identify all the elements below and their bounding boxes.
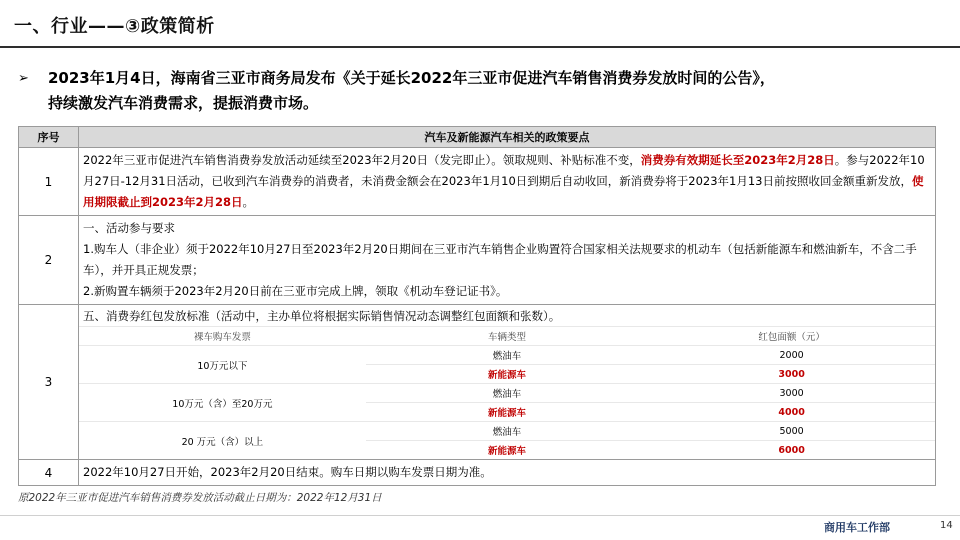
row-content: 2022年10月27日开始，2023年2月20日结束。购车日期以购车发票日期为准。 (79, 460, 936, 486)
table-row (79, 346, 935, 365)
row1-highlight-validity: 消费券有效期延长至2023年2月28日 (640, 153, 835, 167)
summary-line-1: 2023年1月4日，海南省三亚市商务局发布《关于延长2022年三亚市促进汽车销售消费券发放时间的公告》， (48, 69, 775, 87)
summary-line-2: 持续激发汽车消费需求，提振消费市场。 (48, 94, 319, 112)
amount-fuel: 5000 (648, 422, 935, 441)
row-content (79, 216, 936, 305)
page-title: 一、行业——③政策简析 (14, 16, 215, 37)
row2-line-2: 1.购车人（非企业）须于2022年10月27日至2023年2月20日期间在三亚市汽车销售企业购置符合国家相关法规要求的机动车（包括新能源车和燃油新车，不含二手车），并开具正规发票； (83, 242, 917, 277)
table-row (79, 422, 935, 441)
table-header-row (19, 127, 936, 148)
row-number: 1 (19, 148, 79, 216)
footnote: 原2022年三亚市促进汽车销售消费券发放活动截止日期为：2022年12月31日 (18, 492, 382, 504)
vehicle-type-fuel: 燃油车 (366, 346, 648, 365)
vehicle-type-nev: 新能源车 (366, 441, 648, 460)
vehicle-type-fuel: 燃油车 (366, 384, 648, 403)
sub-header-vehicle-type: 车辆类型 (366, 327, 648, 346)
vehicle-type-fuel: 燃油车 (366, 422, 648, 441)
row2-line-3: 2.新购置车辆须于2023年2月20日前在三亚市完成上牌，领取《机动车登记证书》。 (83, 284, 508, 298)
table-row (19, 148, 936, 216)
amount-fuel: 2000 (648, 346, 935, 365)
row-number: 4 (19, 460, 79, 486)
amount-fuel: 3000 (648, 384, 935, 403)
row1-text-3: 。 (242, 195, 255, 209)
price-tier: 20 万元（含）以上 (79, 422, 366, 460)
amount-nev: 6000 (648, 441, 935, 460)
row3-line-1: 五、消费券红包发放标准（活动中，主办单位将根据实际销售情况动态调整红包面额和张数）。 (83, 309, 561, 323)
price-tier: 10万元（含）至20万元 (79, 384, 366, 422)
price-tier: 10万元以下 (79, 346, 366, 384)
header-serial-no: 序号 (19, 127, 79, 148)
title-divider (0, 46, 960, 48)
vehicle-type-nev: 新能源车 (366, 365, 648, 384)
table-row (19, 216, 936, 305)
summary-text (48, 66, 948, 116)
row1-text-2: 。参与2022年10月27日-12月31日活动，已收到汽车消费券的消费者，未消费金额会在2023年1月10日到期后自动收回，新消费券将于2023年1月13日前按照收回金额重新发放， (83, 153, 925, 188)
table-row (79, 384, 935, 403)
vehicle-type-nev: 新能源车 (366, 403, 648, 422)
sub-header-row (79, 327, 935, 346)
row1-highlight-deadline: 使用期限截止到2023年2月28日 (83, 174, 924, 209)
sub-header-invoice: 裸车购车发票 (79, 327, 366, 346)
arrow-bullet-icon: ➢ (18, 71, 29, 86)
red-packet-table (79, 326, 935, 459)
row-content (79, 305, 936, 460)
amount-nev: 3000 (648, 365, 935, 384)
page-number: 14 (940, 520, 953, 531)
row-number: 2 (19, 216, 79, 305)
row1-text-1: 2022年三亚市促进汽车销售消费券发放活动延续至2023年2月20日（发完即止）。领取规则、补贴标准不变， (83, 153, 641, 167)
table-row (19, 305, 936, 460)
amount-nev: 4000 (648, 403, 935, 422)
row2-line-1: 一、活动参与要求 (83, 221, 175, 235)
table-row (19, 460, 936, 486)
row-content (79, 148, 936, 216)
row-number: 3 (19, 305, 79, 460)
footer-divider (0, 515, 960, 516)
header-policy-points: 汽车及新能源汽车相关的政策要点 (79, 127, 936, 148)
policy-table (18, 126, 936, 486)
sub-header-amount: 红包面额（元） (648, 327, 935, 346)
department-label: 商用车工作部 (824, 521, 890, 534)
